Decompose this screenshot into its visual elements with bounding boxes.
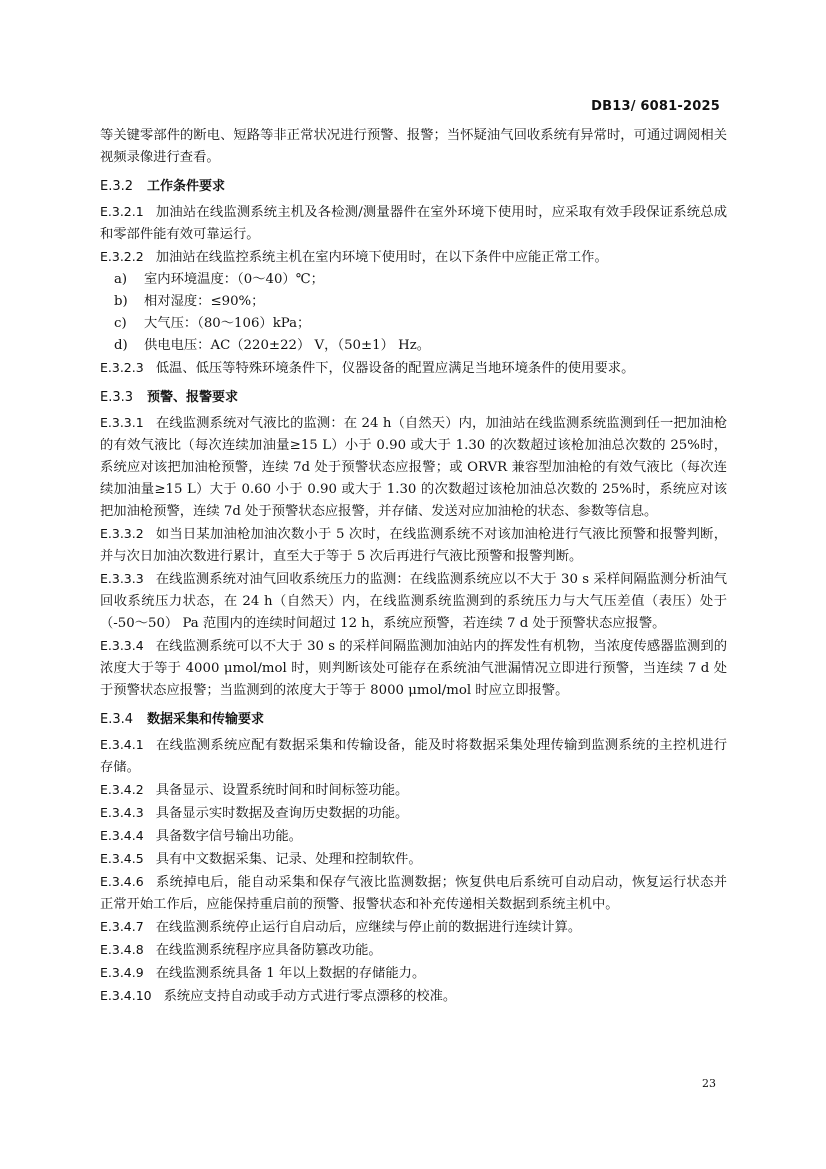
clause-number: E.3.3.3: [100, 571, 144, 586]
clause-text: 在线监测系统应配有数据采集和传输设备，能及时将数据采集处理传输到监测系统的主控机进行存储。: [100, 738, 727, 775]
list-item: [100, 335, 727, 357]
clause-number: E.3.3.1: [100, 415, 144, 430]
clause-number: E.3.4.6: [100, 874, 144, 889]
clause-text: 在线监测系统程序应具备防篡改功能。: [155, 943, 382, 958]
clause-text: 系统掉电后，能自动采集和保存气液比监测数据；恢复供电后系统可自动启动，恢复运行状态并正常开始工作后，应能保持重启前的预警、报警状态和补充传递相关数据到系统主机中。: [100, 875, 727, 912]
list-text: 供电电压：AC（220±22） V，（50±1） Hz。: [144, 338, 431, 353]
section-heading-e33: [100, 387, 727, 409]
clause-e331: [100, 412, 727, 523]
section-title: 数据采集和传输要求: [147, 712, 265, 727]
intro-paragraph: 等关键零部件的断电、短路等非正常状况进行预警、报警；当怀疑油气回收系统有异常时，可通过调阅相关视频录像进行查看。: [100, 128, 727, 165]
clause-text: 具备显示实时数据及查询历史数据的功能。: [155, 806, 409, 821]
clause-number: E.3.4.8: [100, 942, 144, 957]
list-text: 室内环境温度：（0～40）℃；: [144, 272, 324, 287]
clause-e347: [100, 916, 727, 939]
document-id: DB13/ 6081-2025: [591, 99, 720, 114]
page-number: 23: [702, 1077, 716, 1090]
list-text: 大气压：（80～106）kPa；: [144, 316, 311, 331]
clause-number: E.3.4.1: [100, 737, 144, 752]
clause-text: 系统应支持自动或手动方式进行零点漂移的校准。: [163, 989, 457, 1004]
clause-e321: [100, 201, 727, 246]
clause-number: E.3.4.9: [100, 965, 144, 980]
clause-number: E.3.2.2: [100, 249, 144, 264]
clause-text: 在线监测系统对气液比的监测：在 24 h（自然天）内，加油站在线监测系统监测到任一把加油枪的有效气液比（每次连续加油量≥15 L）小于 0.90 或大于 1.30 的次数超过该枪加油总次数的 25%时，系统应对该把加油枪预警，连续 7d 处于预警状态应报警；或 ORVR 兼容型加油枪的有效气液比（每次连续加油量≥15 L）大于 0.60 小于 0.90 或大于 1.30 的次数超过该枪加油总次数的 25%时，系统应对该把加油枪预警，连续 7d 处于预警状态应报警，并存储、发送对应加油枪的状态、参数等信息。: [100, 416, 727, 519]
clause-e342: [100, 779, 727, 802]
clause-text: 加油站在线监测系统主机及各检测/测量器件在室外环境下使用时，应采取有效手段保证系统总成和零部件能有效可靠运行。: [100, 205, 727, 242]
clause-number: E.3.4.10: [100, 988, 152, 1003]
section-heading-e32: [100, 176, 727, 198]
clause-number: E.3.4.3: [100, 805, 144, 820]
section-title: 预警、报警要求: [147, 390, 239, 405]
clause-e332: [100, 523, 727, 568]
section-heading-e34: [100, 709, 727, 731]
clause-number: E.3.2.1: [100, 204, 144, 219]
clause-number: E.3.4.4: [100, 828, 144, 843]
clause-text: 具备数字信号输出功能。: [155, 829, 302, 844]
clause-e343: [100, 802, 727, 825]
section-number: E.3.4: [100, 712, 134, 727]
clause-e344: [100, 825, 727, 848]
section-number: E.3.2: [100, 179, 134, 194]
clause-e322: [100, 246, 727, 269]
clause-e341: [100, 734, 727, 779]
clause-text: 在线监测系统可以不大于 30 s 的采样间隔监测加油站内的挥发性有机物，当浓度传感器监测到的浓度大于等于 4000 μmol/mol 时，则判断该处可能存在系统油气泄漏情况立即进行预警，当连续 7 d 处于预警状态应报警；当监测到的浓度大于等于 8000 μmol/mol 时应立即报警。: [100, 639, 727, 698]
section-title: 工作条件要求: [147, 179, 226, 194]
clause-e323: [100, 357, 727, 380]
list-marker: b): [114, 294, 128, 309]
list-marker: c): [114, 316, 127, 331]
clause-text: 在线监测系统对油气回收系统压力的监测：在线监测系统应以不大于 30 s 采样间隔监测分析油气回收系统压力状态，在 24 h（自然天）内，在线监测系统监测到的系统压力与大气压差值（表压）处于（-50～50） Pa 范围内的连续时间超过 12 h，系统应预警，若连续 7 d 处于预警状态应报警。: [100, 572, 727, 631]
clause-e345: [100, 848, 727, 871]
list-item: [100, 291, 727, 313]
clause-text: 如当日某加油枪加油次数小于 5 次时，在线监测系统不对该加油枪进行气液比预警和报警判断，并与次日加油次数进行累计，直至大于等于 5 次后再进行气液比预警和报警判断。: [100, 527, 727, 564]
list-item: [100, 269, 727, 291]
clause-e333: [100, 568, 727, 635]
clause-e348: [100, 939, 727, 962]
clause-text: 具备显示、设置系统时间和时间标签功能。: [155, 783, 409, 798]
clause-text: 加油站在线监控系统主机在室内环境下使用时，在以下条件中应能正常工作。: [155, 250, 608, 265]
page-content: [100, 125, 727, 1008]
clause-number: E.3.4.5: [100, 851, 144, 866]
clause-e349: [100, 962, 727, 985]
clause-e3410: [100, 985, 727, 1008]
clause-number: E.3.2.3: [100, 360, 144, 375]
clause-text: 具有中文数据采集、记录、处理和控制软件。: [155, 852, 422, 867]
clause-number: E.3.4.2: [100, 782, 144, 797]
clause-text: 低温、低压等特殊环境条件下，仪器设备的配置应满足当地环境条件的使用要求。: [155, 361, 635, 376]
clause-text: 在线监测系统具备 1 年以上数据的存储能力。: [155, 966, 426, 981]
clause-e346: [100, 871, 727, 916]
clause-number: E.3.3.2: [100, 526, 144, 541]
list-marker: a): [114, 272, 128, 287]
list-marker: d): [114, 338, 128, 353]
list-item: [100, 313, 727, 335]
clause-number: E.3.4.7: [100, 919, 144, 934]
clause-e334: [100, 635, 727, 702]
clause-number: E.3.3.4: [100, 638, 144, 653]
section-number: E.3.3: [100, 390, 134, 405]
list-text: 相对湿度：≤90%；: [144, 294, 265, 309]
clause-text: 在线监测系统停止运行自启动后，应继续与停止前的数据进行连续计算。: [155, 920, 582, 935]
